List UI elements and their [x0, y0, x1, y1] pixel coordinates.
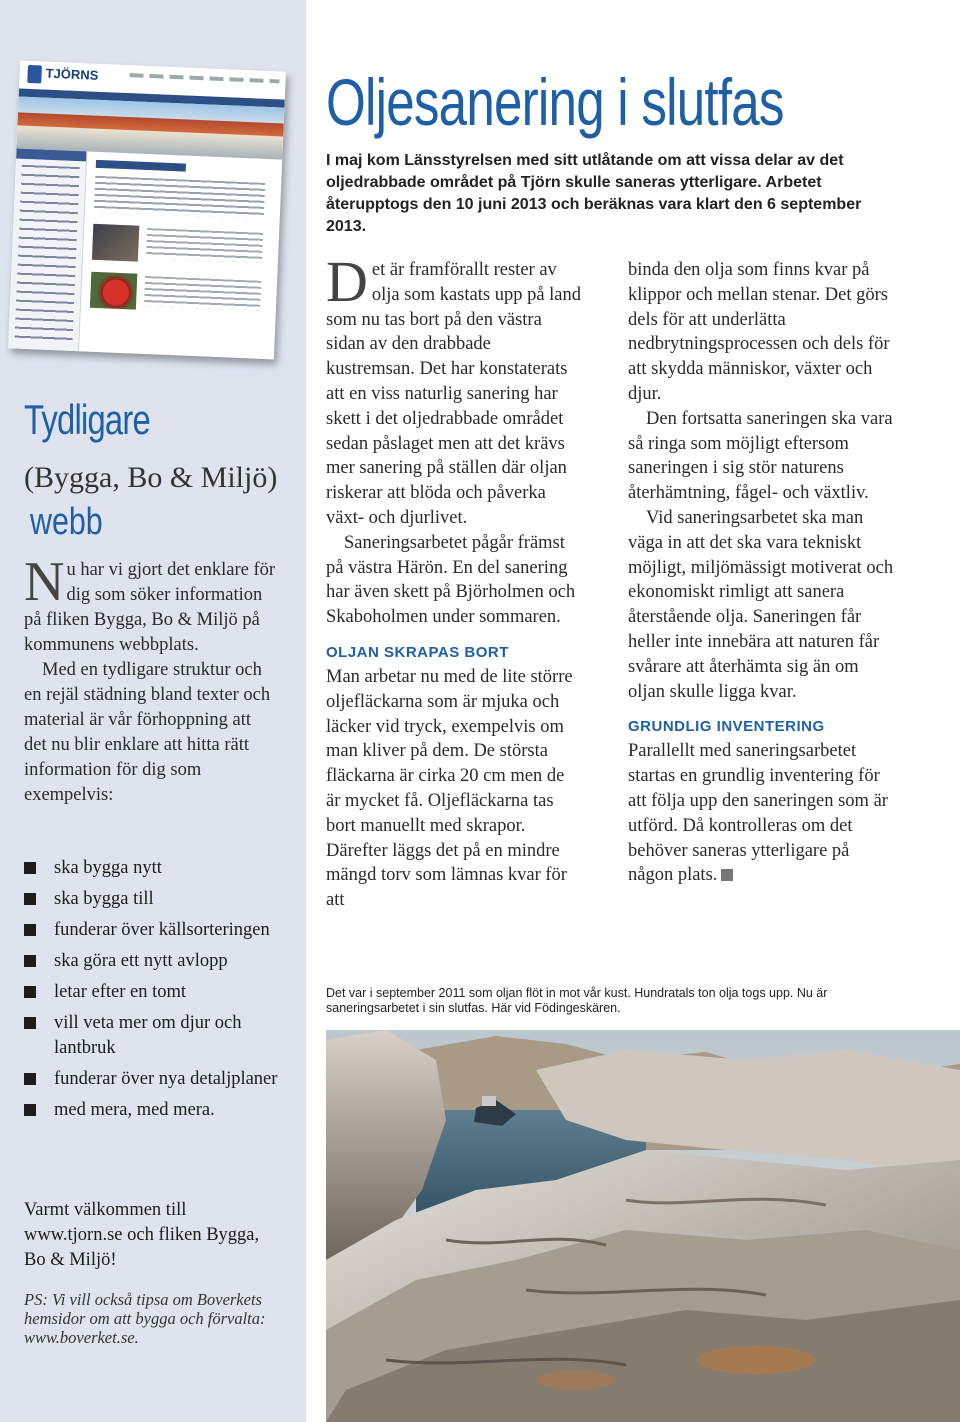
square-bullet-icon	[24, 1017, 36, 1029]
coastal-rocks-photo	[326, 1030, 960, 1422]
thumbnail-main-title	[96, 160, 186, 172]
thumbnail-left-menu	[8, 148, 87, 351]
list-item: ska göra ett nytt avlopp	[24, 949, 284, 974]
end-mark-icon	[721, 869, 733, 881]
square-bullet-icon	[24, 1104, 36, 1116]
article-subheading: GRUNDLIG INVENTERING	[628, 718, 825, 736]
article-paragraph: binda den olja som finns kvar på klippor och mellan stenar. Det görs dels för att underlätta nedbrytningsprocessen och dels för att skydda människor, växter och djur.	[628, 260, 890, 404]
sidebar-welcome: Varmt välkommen till www.tjorn.se och fliken Bygga, Bo & Miljö!	[24, 1200, 260, 1270]
article-subheading: OLJAN SKRAPAS BORT	[326, 643, 509, 661]
municipality-logo-icon	[27, 65, 42, 84]
article-column-2	[628, 258, 898, 888]
square-bullet-icon	[24, 986, 36, 998]
list-item: letar efter en tomt	[24, 980, 284, 1005]
list-item: med mera, med mera.	[24, 1098, 284, 1123]
thumbnail-logo-text: TJÖRNS	[45, 65, 99, 83]
sidebar-title: Tydligare	[24, 396, 150, 443]
sidebar-bullet-list	[24, 856, 284, 1129]
article-paragraph: Parallellt med saneringsarbetet startas en grundlig inventering för att följa upp den saneringen som är utförd. Då kontrolleras om det behöver saneras ytterligare på någon plats.	[628, 741, 888, 886]
article-title: Oljesanering i slutfas	[326, 65, 784, 139]
article-paragraph: Vid saneringsarbetet ska man väga in att det ska vara tekniskt möjligt, miljömässigt motiverat och ekonomiskt rimligt att sanera återstående olja. Saneringen får heller inte innebära att naturen får svårare att återhämta sig än om oljan skulle ligga kvar.	[628, 507, 894, 702]
thumbnail-main-text	[94, 176, 265, 219]
sidebar-ps-note: PS: Vi vill också tipsa om Boverkets hemsidor om att bygga och förvalta: www.boverket.se.	[24, 1290, 266, 1347]
sidebar-subtitle-accent: webb	[30, 501, 103, 543]
sidebar-intro-paragraph: Nu har vi gjort det enklare för dig som söker information på fliken Bygga, Bo & Miljö på kommunens webbplats.	[24, 551, 276, 655]
thumbnail-photo	[90, 272, 137, 310]
article-paragraph: Saneringsarbetet pågår främst på västra Härön. En del sanering har även skett på Björholmen och Skaboholmen under sommaren.	[326, 532, 576, 628]
sidebar-intro	[24, 551, 276, 808]
article-lead: I maj kom Länsstyrelsen med sitt utlåtande om att vissa delar av det oljedrabbade området på Tjörn skulle saneras ytterligare. Arbetet återupptogs den 10 juni 2013 och beräknas vara klart den 6 september 2013.	[326, 152, 862, 235]
list-item: vill veta mer om djur och lantbruk	[24, 1011, 284, 1061]
thumbnail-photo	[92, 224, 139, 262]
article-paragraph: Man arbetar nu med de lite större oljefläckarna som är mjuka och läcker vid tryck, exempelvis om man kliver på dem. De största fläckarna är cirka 20 cm men de är mycket få. Oljefläckarna tas bort manuellt med skrapor. Därefter läggs det på en mindre mängd torv som lämnas kvar för att	[326, 666, 573, 911]
article-paragraph: Det är framförallt rester av olja som kastats upp på land som nu tas bort på den västra sidan av den drabbade kustremsan. Det har konstaterats att en viss naturlig sanering har skett i det oljedrabbade området sedan påslaget men att det krävs mer sanering på ställen där oljan riskerar att blöda och påverka växt- och djurlivet.	[326, 249, 582, 528]
list-item: funderar över källsorteringen	[24, 918, 284, 943]
drop-cap: D	[326, 249, 368, 314]
square-bullet-icon	[24, 862, 36, 874]
website-screenshot-image	[8, 61, 286, 360]
sidebar-panel	[0, 0, 306, 1422]
photo-caption: Det var i september 2011 som oljan flöt in mot vår kust. Hundratals ton olja togs upp. Nu är saneringsarbetet i sin slutfas. Här vid Födingeskären.	[326, 986, 828, 1015]
list-item: ska bygga nytt	[24, 856, 284, 881]
article-column-1	[326, 249, 582, 913]
thumbnail-nav	[130, 73, 280, 83]
list-item: funderar över nya detaljplaner	[24, 1067, 284, 1092]
sidebar-intro-paragraph: Med en tydligare struktur och en rejäl städning bland texter och material är vår förhoppning att det nu blir enklare att hitta rätt information för dig som exempelvis:	[24, 660, 271, 805]
square-bullet-icon	[24, 924, 36, 936]
square-bullet-icon	[24, 1073, 36, 1085]
square-bullet-icon	[24, 955, 36, 967]
coastal-rocks-illustration	[326, 1030, 960, 1422]
sidebar-subtitle	[24, 456, 294, 547]
sidebar-subtitle-text: (Bygga, Bo & Miljö)	[24, 461, 278, 494]
article-paragraph: Den fortsatta saneringen ska vara så ringa som möjligt eftersom saneringen i sig stör naturens återhämtning, fågel- och växtliv.	[628, 408, 893, 504]
square-bullet-icon	[24, 893, 36, 905]
list-item: ska bygga till	[24, 887, 284, 912]
drop-cap: N	[24, 551, 65, 613]
